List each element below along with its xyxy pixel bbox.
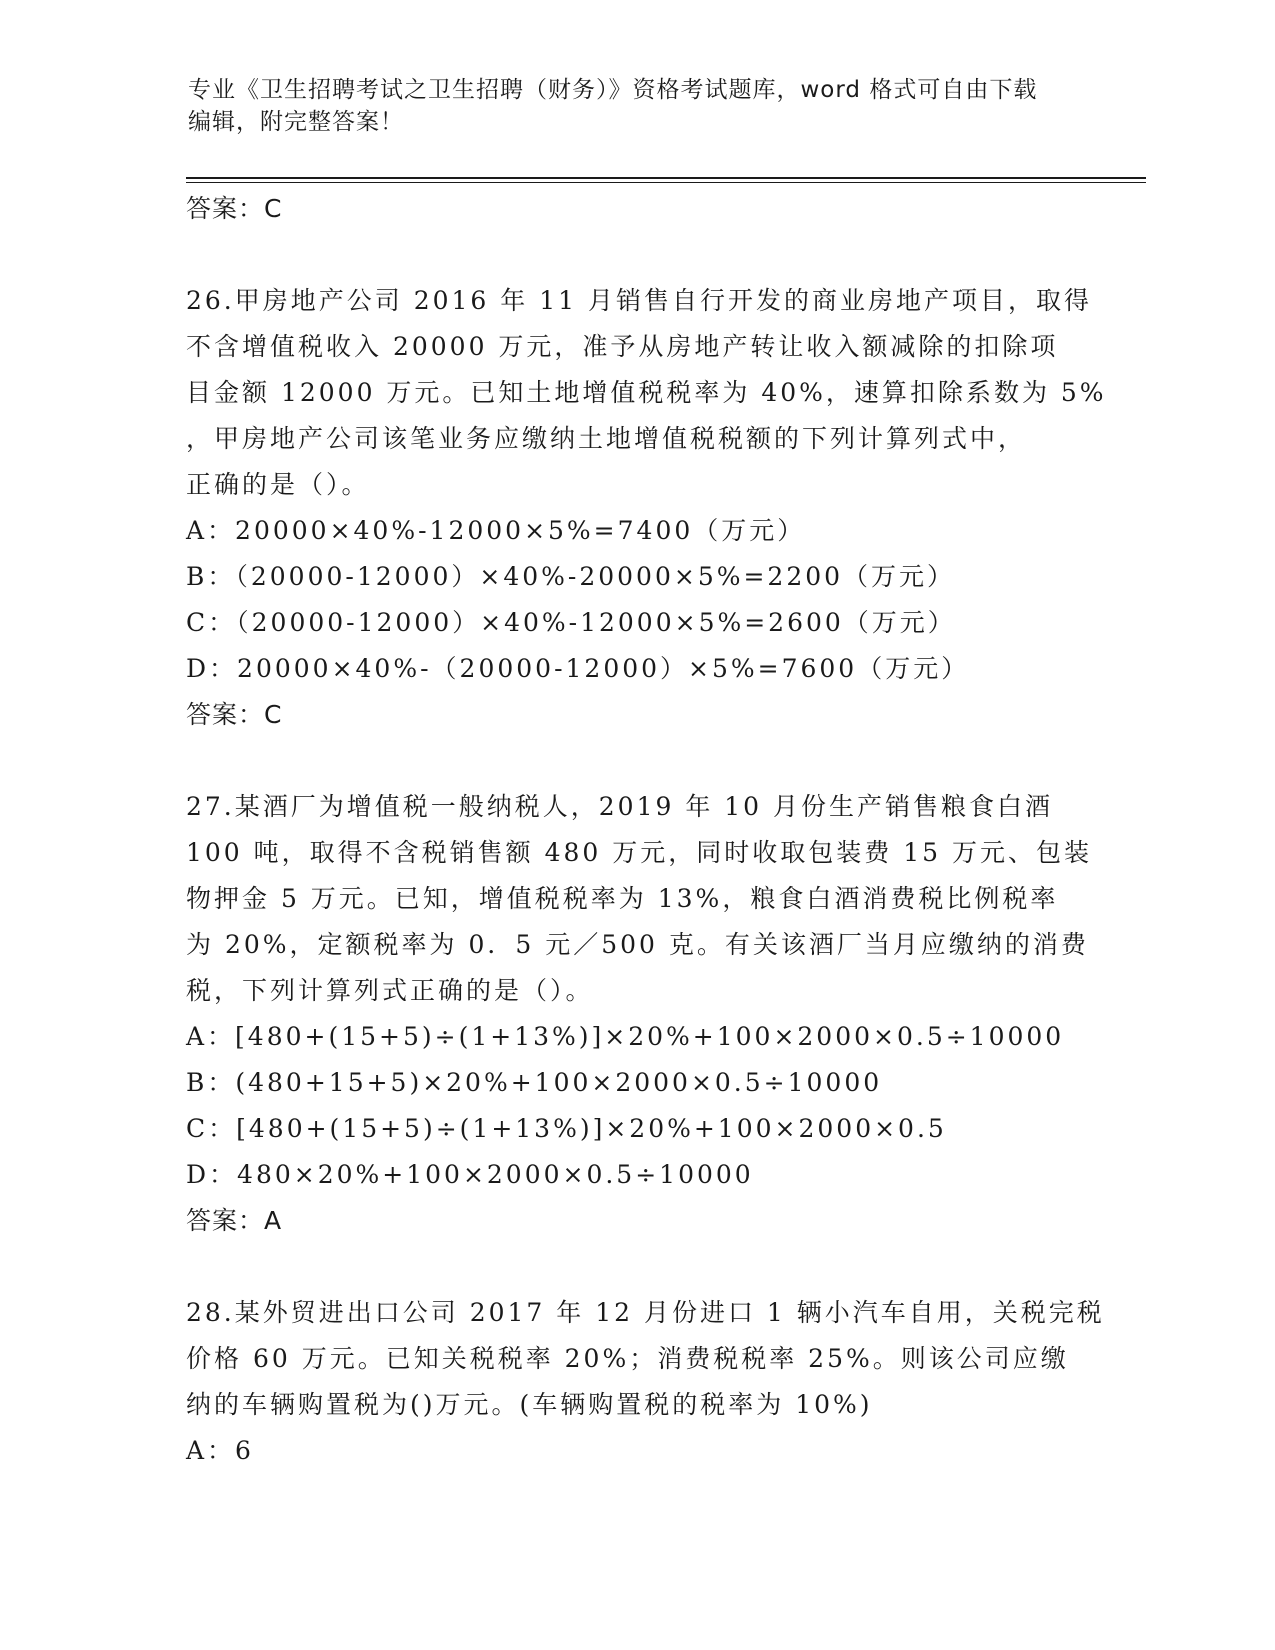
question-text-line: 税，下列计算列式正确的是（）。 [186, 976, 594, 1005]
option-c: C：（20000-12000）×40%-12000×5%=2600（万元） [186, 608, 956, 637]
header-line: 专业《卫生招聘考试之卫生招聘（财务）》资格考试题库，word 格式可自由下载 [188, 77, 1038, 103]
question-text-line: 正确的是（）。 [186, 470, 370, 499]
question-text-line: 为 20%，定额税率为 0．5 元／500 克。有关该酒厂当月应缴纳的消费 [186, 930, 1089, 959]
option-d: D：480×20%+100×2000×0.5÷10000 [186, 1160, 754, 1189]
option-c: C：[480+(15+5)÷(1+13%)]×20%+100×2000×0.5 [186, 1114, 947, 1143]
spacer [186, 232, 1086, 278]
option-a: A：6 [186, 1436, 254, 1465]
question-text-line: 纳的车辆购置税为()万元。(车辆购置税的税率为 10%) [186, 1390, 873, 1419]
question-28 [186, 1290, 1105, 1474]
header-line: 编辑，附完整答案！ [188, 109, 404, 135]
option-b: B：(480+15+5)×20%+100×2000×0.5÷10000 [186, 1068, 883, 1097]
document-body [186, 186, 1107, 1474]
option-a: A：20000×40%-12000×5%=7400（万元） [186, 516, 806, 545]
question-text-line: 26.甲房地产公司 2016 年 11 月销售自行开发的商业房地产项目，取得 [186, 286, 1092, 315]
spacer [186, 1244, 1086, 1290]
question-text-line: 不含增值税收入 20000 万元，准予从房地产转让收入额减除的扣除项 [186, 332, 1059, 361]
question-text-line: 目金额 12000 万元。已知土地增值税税率为 40%，速算扣除系数为 5% [186, 378, 1107, 407]
option-b: B：（20000-12000）×40%-20000×5%=2200（万元） [186, 562, 956, 591]
header-rule-thin [186, 182, 1146, 183]
question-text-line: 27.某酒厂为增值税一般纳税人，2019 年 10 月份生产销售粮食白酒 [186, 792, 1054, 821]
question-26 [186, 278, 1107, 738]
answer-line: 答案：C [186, 700, 283, 729]
question-text-line: 物押金 5 万元。已知，增值税税率为 13%，粮食白酒消费税比例税率 [186, 884, 1059, 913]
question-text-line: ，甲房地产公司该笔业务应缴纳土地增值税税额的下列计算列式中， [186, 424, 1027, 453]
page-header [188, 74, 1068, 138]
header-rule-thick [186, 177, 1146, 179]
question-text-line: 100 吨，取得不含税销售额 480 万元，同时收取包装费 15 万元、包装 [186, 838, 1092, 867]
answer-line: 答案：A [186, 1206, 283, 1235]
question-text-line: 价格 60 万元。已知关税税率 20%；消费税税率 25%。则该公司应缴 [186, 1344, 1069, 1373]
option-d: D：20000×40%-（20000-12000）×5%=7600（万元） [186, 654, 970, 683]
question-27 [186, 784, 1092, 1244]
answer-line: 答案：C [186, 194, 283, 223]
option-a: A：[480+(15+5)÷(1+13%)]×20%+100×2000×0.5÷10000 [186, 1022, 1065, 1051]
question-text-line: 28.某外贸进出口公司 2017 年 12 月份进口 1 辆小汽车自用，关税完税 [186, 1298, 1105, 1327]
spacer [186, 738, 1086, 784]
